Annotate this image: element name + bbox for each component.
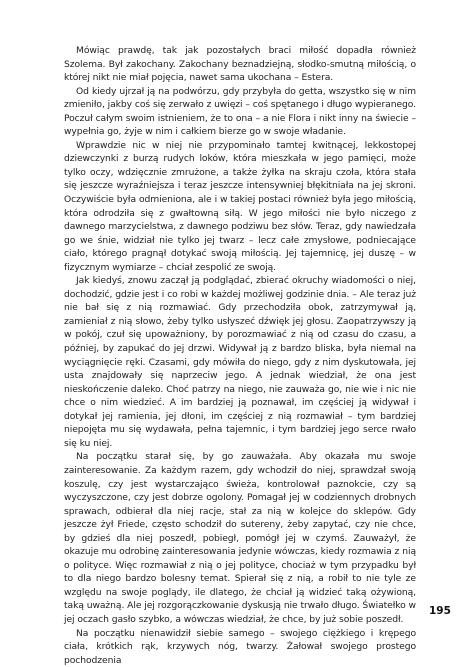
paragraph-1: Mówiąc prawdę, tak jak pozostałych braci miłość dopadła również Szolema. Był zakochany. Zakochany beznadziejną, słodko-smutną miłością, o której nikt nie miał pojęcia, nawet sama ukochana – Estera. xyxy=(64,45,416,84)
paragraph-6: Na początku nienawidził siebie samego – swojego ciężkiego i krępego ciała, krótkich rąk, krzywych nóg, twarzy. Żałował swojego prostego pochodzenia xyxy=(64,627,416,666)
paragraph-4: Jak kiedyś, znowu zaczął ją podglądać, zbierać okruchy wiadomości o niej, dochodzić, gdzie jest i co robi w każdej możliwej godzinie dnia. – Ale teraz już nie bał się z nią rozmawiać. Gdy przechodziła obok, zatrzymywał ją, zamieniał z nią słowo, żeby tylko usłyszeć dźwięk jej głosu. Zaopatrzywszy ją w pokój, czuł się upoważniony, by porozmawiać z nią od czasu do czasu, a później, by zapukać do jej drzwi. Widywał ją z bardzo bliska, była niemal na wyciągnięcie ręki. Czasami, gdy mówiła do niego, gdy z nim dyskutowała, jej usta znajdowały się naprzeciw jego. A jednak wiedział, że ona jest nieskończenie daleko. Choć patrzy na niego, nie zauważa go, nie wie i nic nie chce o nim wiedzieć. A im bardziej ją poznawał, im częściej ją widywał i dotykał jej ramienia, jej dłoni, im częściej z nią rozmawiał – tym bardziej niepojęta mu się wydawała, pełna tajemnic, i tym bardziej jego serce rwało się ku niej. xyxy=(64,275,416,449)
paragraph-5: Na początku starał się, by go zauważała. Aby okazała mu swoje zainteresowanie. Za każdym razem, gdy wchodził do niej, sprawdzał swoją koszulę, czy jest wystarczająco świeża, kontrolował paznokcie, czy są wyczyszczone, czy jest dobrze ogolony. Pomagał jej w codziennych drobnych sprawach, odbierał dla niej racje, stał za nią w kolejce do sklepów. Gdy jeszcze żył Friede, często schodził do sutereny, żeby zapytać, czy nie chce, by gdzieś dla niej poszedł, pobiegł, pomógł jej w czymś. Zauważył, że okazuje mu odrobinę zainteresowania jedynie wówczas, kiedy rozmawia z nią o polityce. Więc rozmawiał z nią o jej polityce, chociaż w tym przypadku był to dla niego bardzo bolesny temat. Spierał się z nią, a robił to nie tyle ze względu na swoje poglądy, ile dlatego, że chciał ją widzieć taką ożywioną, taką uważną. Ale jej rozgorączkowanie dyskusją nie trwało długo. Światełko w jej oczach gasło szybko, a wówczas wiedział, że chce, by już sobie poszedł. xyxy=(64,451,416,625)
paragraph-3: Wprawdzie nic w niej nie przypominało tamtej kwitnącej, lekkostopej dziewczynki z burzą rudych loków, która mieszkała w jego pamięci, może tylko oczy, wdzięcznie zmrużone, a także żyłka na skraju czoła, która stała się jeszcze wyraźniejsza i teraz jeszcze intensywniej błękitniała na jej skroni. Oczywiście była odmieniona, ale i w takiej postaci również była jego miłością, która odrodziła się z gwałtowną siłą. W jego miłości nie było niczego z dawnego marzycielstwa, z dawnego podziwu bez słów. Teraz, gdy nawiedzała go we śnie, widział nie tylko jej twarz – lecz całe zmysłowe, podniecające ciało, którego pragnął dotykać swoją miłością. Jej tajemnicę, jej duszę – w fizycznym wymiarze – chciał zespolić ze swoją. xyxy=(64,139,416,273)
page-number: 195 xyxy=(429,605,451,617)
body-text xyxy=(64,44,416,667)
paragraph-2: Od kiedy ujrzał ją na podwórzu, gdy przybyła do getta, wszystko się w nim zmieniło, jakby coś się zerwało z uwięzi – coś spętanego i długo wypieranego. Poczuł całym swoim istnieniem, że to ona – a nie Flora i nikt inny na świecie – wypełnia go, żyje w nim i całkiem bierze go w swoje władanie. xyxy=(64,85,416,138)
